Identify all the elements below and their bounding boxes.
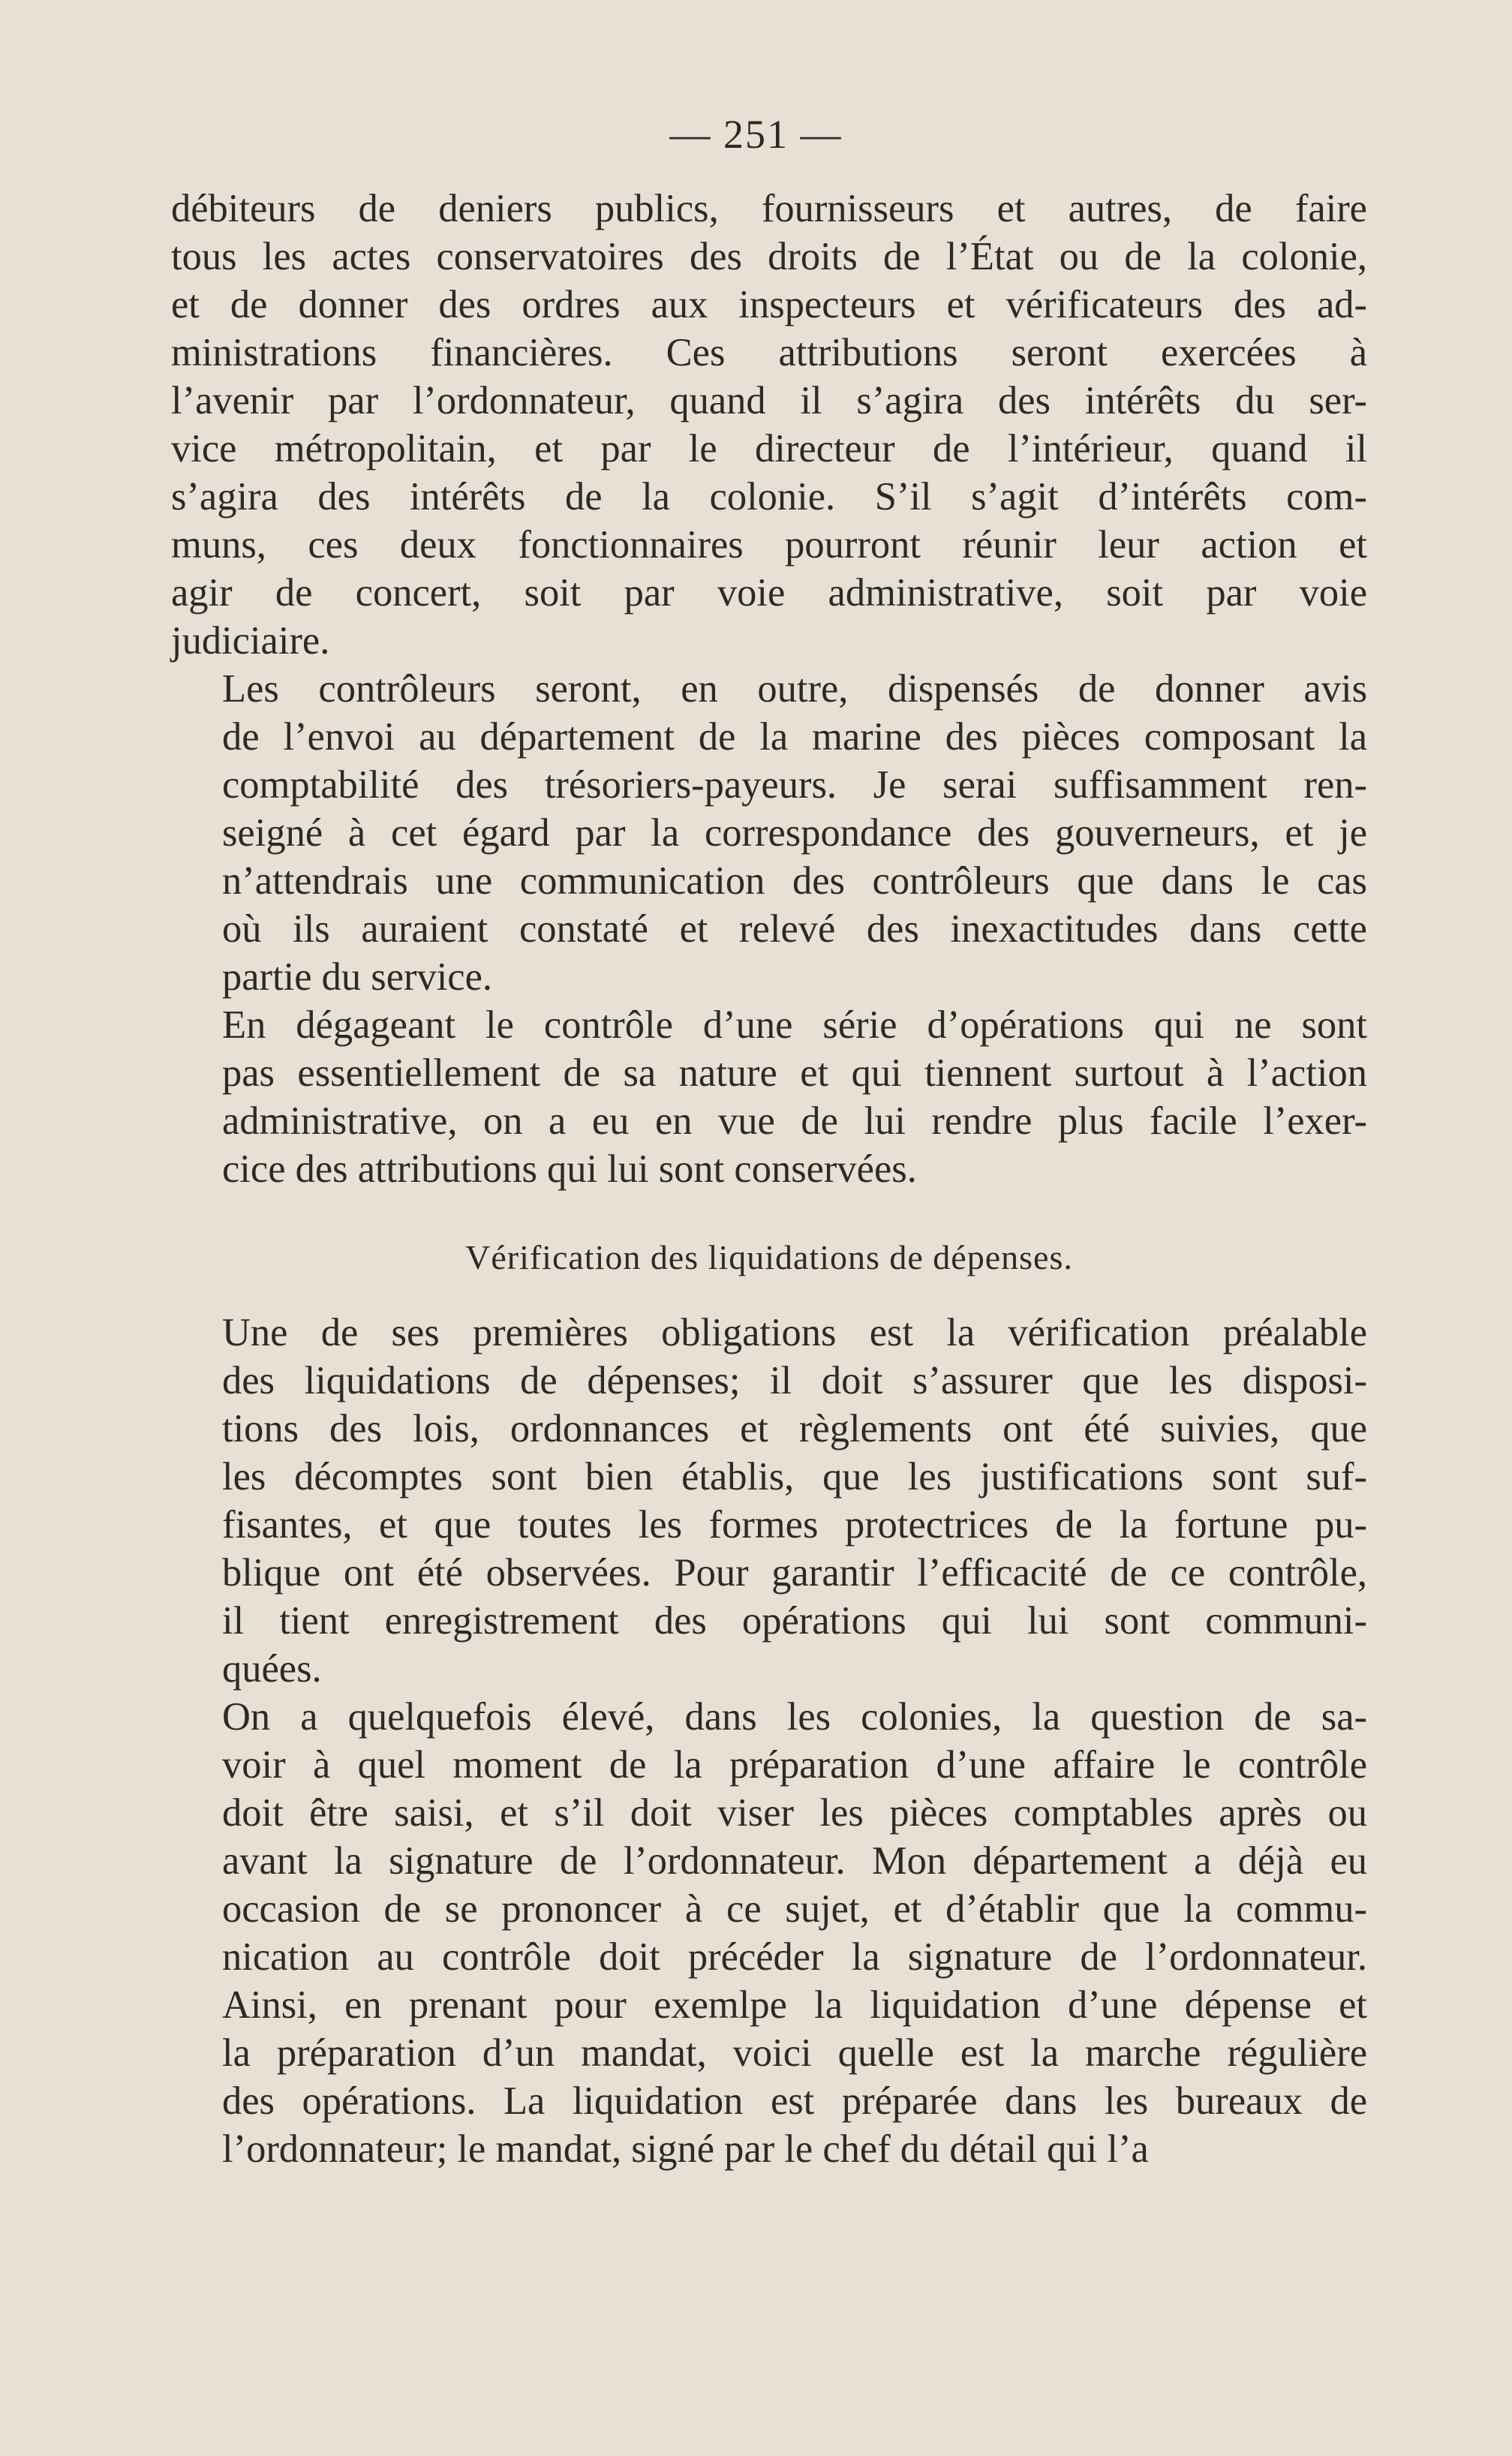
paragraph xyxy=(171,1309,1367,1693)
text-line: judiciaire. xyxy=(171,619,330,663)
body-text xyxy=(171,185,1367,2173)
text-line: des liquidations de dépenses; il doit s’assurer que les disposi- xyxy=(222,1359,1367,1402)
text-line: vice métropolitain, et par le directeur de l’intérieur, quand il xyxy=(171,427,1367,470)
paragraph xyxy=(171,185,1367,665)
text-line: l’avenir par l’ordonnateur, quand il s’agira des intérêts du ser- xyxy=(171,379,1367,422)
text-line: En dégageant le contrôle d’une série d’opérations qui ne sont xyxy=(222,1003,1367,1047)
text-line: administrative, on a eu en vue de lui rendre plus facile l’exer- xyxy=(222,1099,1367,1143)
paragraph xyxy=(171,1693,1367,2173)
text-line: Ainsi, en prenant pour exemlpe la liquidation d’une dépense et xyxy=(222,1983,1367,2027)
text-line: doit être saisi, et s’il doit viser les pièces comptables après ou xyxy=(222,1791,1367,1835)
section-b xyxy=(171,1309,1367,2173)
text-line: agir de concert, soit par voie administrative, soit par voie xyxy=(171,571,1367,615)
text-line: Une de ses premières obligations est la vérification préalable xyxy=(222,1311,1367,1354)
text-line: ministrations financières. Ces attributions seront exercées à xyxy=(171,331,1367,374)
text-line: s’agira des intérêts de la colonie. S’il s’agit d’intérêts com- xyxy=(171,475,1367,519)
text-line: la préparation d’un mandat, voici quelle est la marche régulière xyxy=(222,2031,1367,2075)
text-line: Les contrôleurs seront, en outre, dispensés de donner avis xyxy=(222,667,1367,711)
text-line: muns, ces deux fonctionnaires pourront réunir leur action et xyxy=(171,523,1367,567)
text-line: l’ordonnateur; le mandat, signé par le chef du détail qui l’a xyxy=(222,2127,1149,2171)
text-line: On a quelquefois élevé, dans les colonies, la question de sa- xyxy=(222,1695,1367,1739)
text-line: de l’envoi au département de la marine des pièces composant la xyxy=(222,715,1367,759)
text-line: nication au contrôle doit précéder la signature de l’ordonnateur. xyxy=(222,1935,1367,1979)
text-line: tions des lois, ordonnances et règlements ont été suivies, que xyxy=(222,1407,1367,1450)
section-a xyxy=(171,185,1367,1193)
text-line: des opérations. La liquidation est préparée dans les bureaux de xyxy=(222,2079,1367,2123)
text-line: où ils auraient constaté et relevé des inexactitudes dans cette xyxy=(222,907,1367,951)
text-line: partie du service. xyxy=(222,955,493,999)
paragraph xyxy=(171,665,1367,1001)
text-line: voir à quel moment de la préparation d’une affaire le contrôle xyxy=(222,1743,1367,1787)
text-line: n’attendrais une communication des contrôleurs que dans le cas xyxy=(222,859,1367,903)
text-line: cice des attributions qui lui sont conservées. xyxy=(222,1147,917,1191)
text-line: fisantes, et que toutes les formes protectrices de la fortune pu- xyxy=(222,1503,1367,1547)
text-line: les décomptes sont bien établis, que les justifications sont suf- xyxy=(222,1455,1367,1499)
text-line: et de donner des ordres aux inspecteurs et vérificateurs des ad- xyxy=(171,283,1367,326)
text-line: débiteurs de deniers publics, fournisseurs et autres, de faire xyxy=(171,187,1367,230)
text-line: avant la signature de l’ordonnateur. Mon département a déjà eu xyxy=(222,1839,1367,1883)
text-line: seigné à cet égard par la correspondance des gouverneurs, et je xyxy=(222,811,1367,855)
text-line: il tient enregistrement des opérations qui lui sont communi- xyxy=(222,1599,1367,1643)
text-line: tous les actes conservatoires des droits de l’État ou de la colonie, xyxy=(171,235,1367,278)
text-line: pas essentiellement de sa nature et qui tiennent surtout à l’action xyxy=(222,1051,1367,1095)
section-heading: Vérification des liquidations de dépenses. xyxy=(465,1238,1073,1276)
text-line: quées. xyxy=(222,1647,322,1691)
text-line: blique ont été observées. Pour garantir l’efficacité de ce contrôle, xyxy=(222,1551,1367,1595)
text-line: occasion de se prononcer à ce sujet, et d’établir que la commu- xyxy=(222,1887,1367,1931)
paragraph xyxy=(171,1001,1367,1193)
text-line: comptabilité des trésoriers-payeurs. Je serai suffisamment ren- xyxy=(222,763,1367,807)
page-number: — 251 — xyxy=(669,112,843,157)
